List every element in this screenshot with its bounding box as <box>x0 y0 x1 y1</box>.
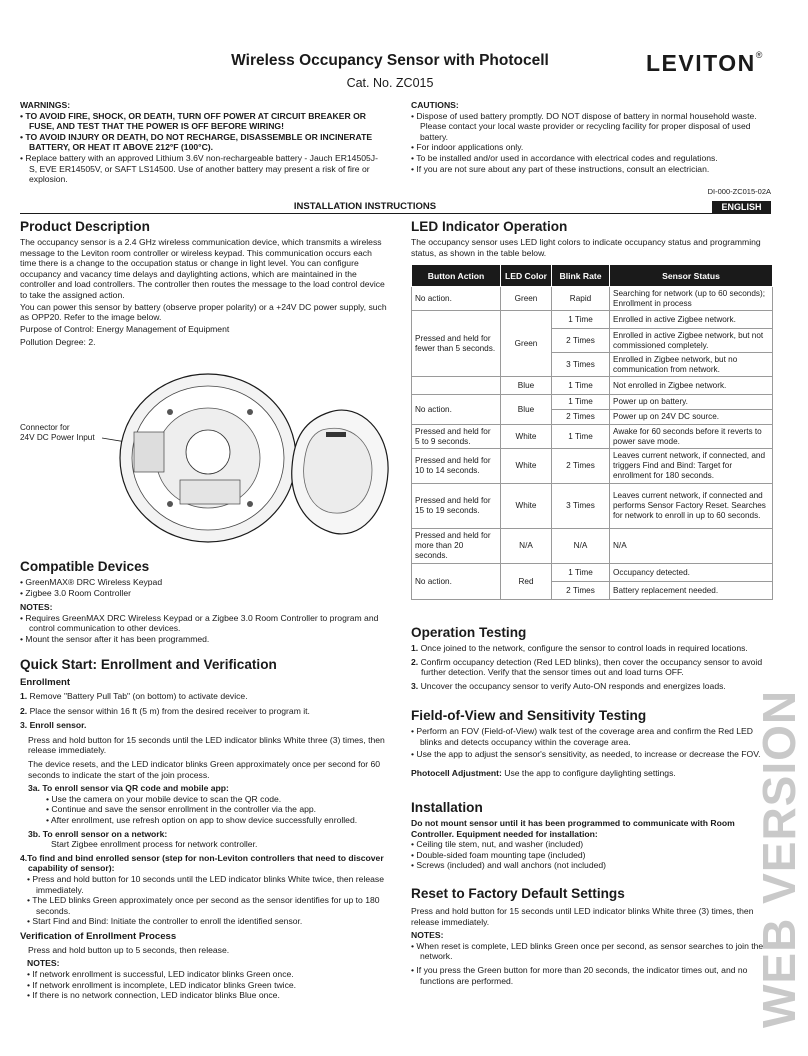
cautions-heading: CAUTIONS: <box>411 100 459 110</box>
warning-item: • TO AVOID FIRE, SHOCK, OR DEATH, TURN OFF POWER AT CIRCUIT BREAKER OR FUSE, AND TEST THAT THE POWER IS OFF BEFORE WIRING! <box>20 110 366 132</box>
caution-item: • For indoor applications only. <box>411 142 524 153</box>
installation-note: Do not mount sensor until it has been programmed to communicate with Room Controller. Equipment needed for installation: <box>411 818 735 839</box>
led-heading: LED Indicator Operation <box>411 219 568 234</box>
table-row: 2 Times Battery replacement needed. <box>412 582 773 600</box>
verification-note: • If network enrollment is incomplete, LED indicator blinks Green twice. <box>27 979 297 990</box>
section-rule <box>20 213 771 214</box>
cautions-block <box>411 100 773 174</box>
warning-item: • Replace battery with an approved Lithium 3.6V non-rechargeable battery - Jauch ER14505J-S, EVE ER14505V, or SAFT LS14500. Use of another battery may present a risk of fire or explosion. <box>20 152 378 185</box>
compatible-item: • Zigbee 3.0 Room Controller <box>20 587 131 598</box>
web-version-watermark: WEB VERSION <box>753 689 805 1028</box>
led-intro: The occupancy sensor uses LED light colors to indicate occupancy status and programming status, as shown in the table below. <box>411 237 761 258</box>
verification-notes-label: NOTES: <box>27 958 60 969</box>
step-3a-heading: 3a. To enroll sensor via QR code and mobile app: <box>28 783 229 794</box>
sensor-cover-drawing <box>292 410 388 534</box>
optest-step: 1. Once joined to the network, configure the sensor to control loads in required locations. <box>411 643 748 653</box>
reset-heading: Reset to Factory Default Settings <box>411 886 625 901</box>
col-blink-rate: Blink Rate <box>552 265 610 287</box>
warnings-block <box>20 100 386 185</box>
reset-text: Press and hold button for 15 seconds until LED indicator blinks White three (3) times, then release immediately. <box>411 906 754 927</box>
product-p4: Pollution Degree: 2. <box>20 337 96 348</box>
step-3: 3. Enroll sensor. <box>20 720 87 731</box>
product-p3: Purpose of Control: Energy Management of Equipment <box>20 323 230 334</box>
compatible-note: • Requires GreenMAX DRC Wireless Keypad or a Zigbee 3.0 Room Controller to program and control communication to other devices. <box>20 612 379 634</box>
col-button-action: Button Action <box>412 265 501 287</box>
product-description-heading: Product Description <box>20 219 150 234</box>
step-3-p2: The device resets, and the LED indicator blinks Green approximately once per second for 60 seconds to indicate the start of the join process. <box>28 758 381 780</box>
fov-item: • Use the app to adjust the sensor's sensitivity, as needed, to increase or decrease the FOV. <box>411 749 761 760</box>
verification-text: Press and hold button up to 5 seconds, then release. <box>28 944 230 955</box>
step-1: 1. Remove "Battery Pull Tab" (on bottom) to activate device. <box>20 691 248 701</box>
sensor-base-drawing <box>120 374 296 542</box>
table-row: Pressed and held for 5 to 9 seconds. White 1 Time Awake for 60 seconds before it reverts to power save mode. <box>412 425 773 449</box>
fov-testing <box>411 708 773 778</box>
sensor-illustration <box>90 372 396 550</box>
step-3a-item: • Continue and save the sensor enrollment in the controller via the app. <box>46 804 317 815</box>
verification-note: • If there is no network connection, LED indicator blinks Blue once. <box>27 990 280 1001</box>
enrollment-heading: Enrollment <box>20 677 71 688</box>
verification-heading: Verification of Enrollment Process <box>20 930 177 942</box>
reset-note: • When reset is complete, LED blinks Green once per second, as sensor searches to join the network. <box>411 940 764 962</box>
operation-testing <box>411 625 773 691</box>
compatible-item: • GreenMAX® DRC Wireless Keypad <box>20 577 163 587</box>
connector-callout: Connector for 24V DC Power Input <box>20 423 95 442</box>
catalog-number: Cat. No. ZC015 <box>346 76 434 90</box>
compatible-notes-label: NOTES: <box>20 602 53 613</box>
quick-start <box>20 657 392 1001</box>
quick-start-heading: Quick Start: Enrollment and Verification <box>20 657 277 672</box>
step-3b-text: Start Zigbee enrollment process for network controller. <box>51 839 258 850</box>
reset-note: • If you press the Green button for more than 20 seconds, the indicator times out, and no functions are performed. <box>411 964 748 986</box>
table-row: Pressed and held for 10 to 14 seconds. White 2 Times Leaves current network, if connected, and triggers Find and Bind: Target for enrollment for 180 seconds. <box>412 449 773 484</box>
language-badge: ENGLISH <box>712 201 771 213</box>
photocell-adjustment: Photocell Adjustment: Use the app to configure daylighting settings. <box>411 767 676 778</box>
table-row: Pressed and held for 15 to 19 seconds. White 3 Times Leaves current network, if connected and performs Sensor Factory Reset. Searches for network to enroll in up to 60 seconds. <box>412 484 773 529</box>
warning-item: • TO AVOID INJURY OR DEATH, DO NOT RECHARGE, DISASSEMBLE OR INCINERATE BATTERY, OR HEAT IT ABOVE 212°F (100°C). <box>20 131 373 153</box>
led-table <box>411 264 773 600</box>
step-4-item: • The LED blinks Green approximately once per second as the sensor identifies for up to 180 seconds. <box>27 895 380 916</box>
step-3a-item: • Use the camera on your mobile device to scan the QR code. <box>46 793 282 804</box>
col-sensor-status: Sensor Status <box>610 265 773 287</box>
doc-number: DI-000-ZC015-02A <box>707 187 771 196</box>
installation-item: • Ceiling tile stem, nut, and washer (included) <box>411 839 584 850</box>
reset-section <box>411 886 771 986</box>
logo-text: LEVITON <box>646 50 756 76</box>
table-row: No action. Red 1 Time Occupancy detected. <box>412 564 773 582</box>
table-row: No action. Green Rapid Searching for network (up to 60 seconds); Enrollment in process <box>412 287 773 311</box>
step-3-p1: Press and hold button for 15 seconds until the LED indicator blinks White three (3) times, then release immediately. <box>28 734 385 756</box>
installation-item: • Double-sided foam mounting tape (included) <box>411 849 586 860</box>
installation-heading: Installation <box>411 800 483 815</box>
caution-item: • If you are not sure about any part of these instructions, consult an electrician. <box>411 163 710 174</box>
product-description <box>20 219 390 348</box>
table-row: 2 Times Enrolled in active Zigbee network, but not commissioned completely. <box>412 329 773 353</box>
optest-step: 3. Uncover the occupancy sensor to verify Auto-ON responds and energizes loads. <box>411 680 726 691</box>
step-4: 4.To find and bind enrolled sensor (step for non-Leviton controllers that need to discover capability of sensor): <box>20 852 384 874</box>
operation-testing-heading: Operation Testing <box>411 625 527 640</box>
fov-item: • Perform an FOV (Field-of-View) walk test of the coverage area and confirm the Red LED blinks and detects occupancy within the coverage area. <box>411 726 753 747</box>
document-title: Wireless Occupancy Sensor with Photocell <box>231 52 549 69</box>
optest-step: 2. Confirm occupancy detection (Red LED blinks), then cover the occupancy sensor to avoid further detection. Verify that the sensor times out and load turns OFF. <box>411 656 763 678</box>
compatible-devices <box>20 559 390 645</box>
step-4-item: • Press and hold button for 10 seconds until the LED indicator blinks White twice, then release immediately. <box>27 873 384 895</box>
table-row: 3 Times Enrolled in Zigbee network, but no communication from network. <box>412 353 773 377</box>
led-indicator-section <box>411 219 773 258</box>
installation <box>411 800 773 871</box>
led-table-header <box>412 265 773 287</box>
compatible-note: • Mount the sensor after it has been programmed. <box>20 633 210 644</box>
installation-item: • Screws (included) and wall anchors (not included) <box>411 860 607 871</box>
verification-note: • If network enrollment is successful, LED indicator blinks Green once. <box>27 969 294 980</box>
caution-item: • To be installed and/or used in accordance with electrical codes and regulations. <box>411 152 718 163</box>
table-row: 2 Times Power up on 24V DC source. <box>412 410 773 425</box>
col-led-color: LED Color <box>501 265 552 287</box>
step-2: 2. Place the sensor within 16 ft (5 m) from the desired receiver to program it. <box>20 705 310 716</box>
step-3a-item: • After enrollment, use refresh option on app to show device successfully enrolled. <box>46 814 358 825</box>
leviton-logo <box>646 50 762 77</box>
fov-heading: Field-of-View and Sensitivity Testing <box>411 708 647 723</box>
installation-instructions-label: INSTALLATION INSTRUCTIONS <box>293 201 437 212</box>
table-row: No action. Blue 1 Time Power up on battery. <box>412 395 773 410</box>
table-row: Pressed and held for more than 20 seconds. N/A N/A N/A <box>412 529 773 564</box>
compatible-devices-heading: Compatible Devices <box>20 559 150 574</box>
reset-notes-label: NOTES: <box>411 930 444 941</box>
product-p1: The occupancy sensor is a 2.4 GHz wireless communication device, which transmits a wireless message to the Leviton room controller or wireless keypad. This communication occurs each time there is a change to the occupation status or change in light level. You can configure occupancy and vacancy time delays and daylighting actions, which are maintained in the controller and load controllers. The controller then routes the message to the load control device to take the assigned action. <box>20 237 385 300</box>
product-p2: You can power this sensor by battery (observe proper polarity) or a +24V DC power supply, such as OPP20. Refer to the image below. <box>20 301 387 323</box>
warnings-heading: WARNINGS: <box>20 100 71 110</box>
caution-item: • Dispose of used battery promptly. DO NOT dispose of battery in normal household waste. Please contact your local waste provider or recycling facility for proper disposal of used battery. <box>411 110 757 142</box>
table-row: Blue 1 Time Not enrolled in Zigbee network. <box>412 377 773 395</box>
step-3b-heading: 3b. To enroll sensor on a network: <box>28 828 168 839</box>
step-4-item: • Start Find and Bind: Initiate the controller to enroll the identified sensor. <box>27 916 303 927</box>
table-row: Pressed and held for fewer than 5 seconds. Green 1 Time Enrolled in active Zigbee network. <box>412 311 773 329</box>
logo-registered-mark: ® <box>755 50 763 60</box>
